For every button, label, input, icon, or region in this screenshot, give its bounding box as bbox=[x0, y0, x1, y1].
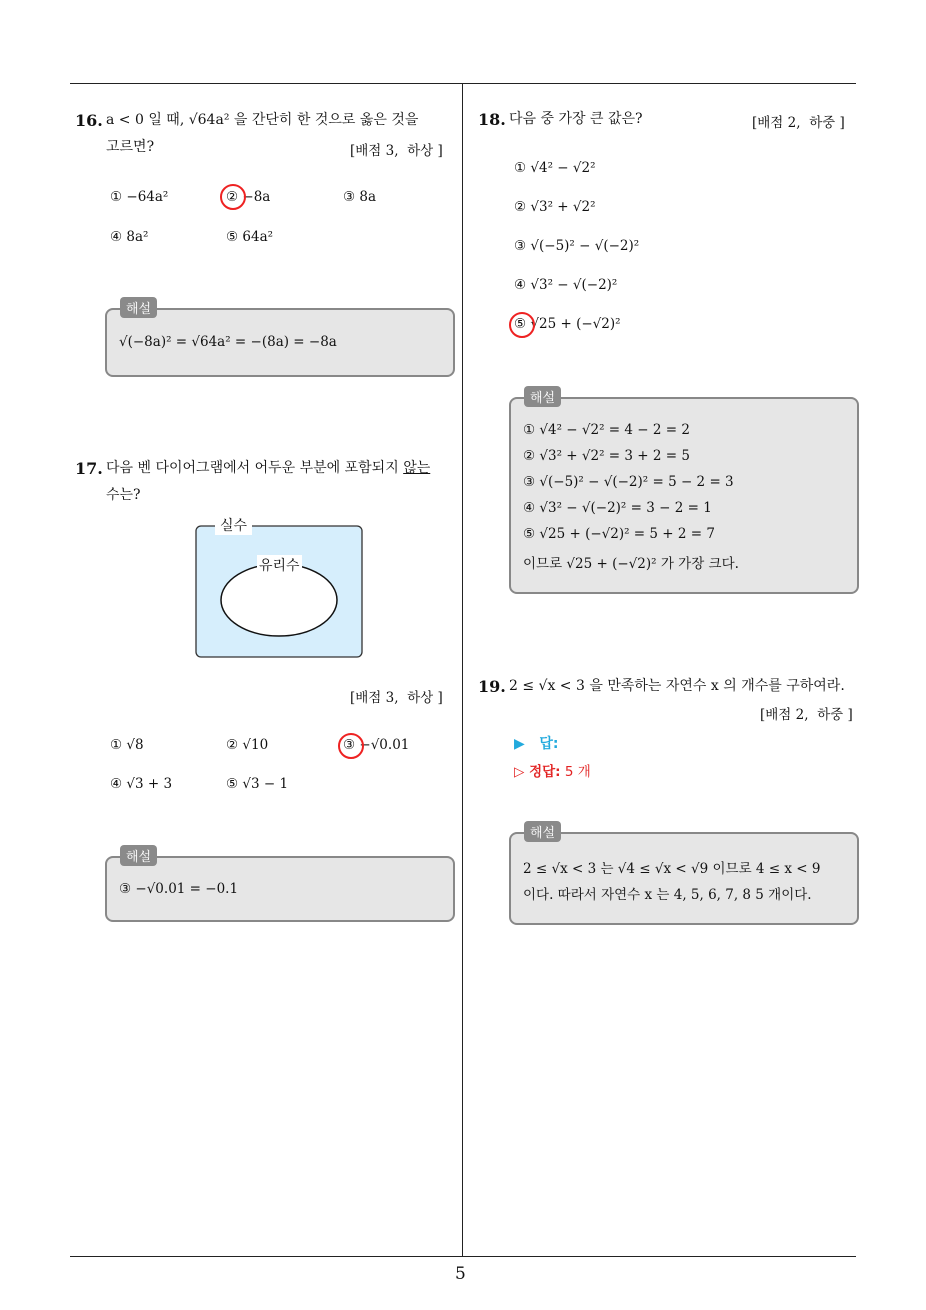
option-5[interactable]: ⑤ 64a² bbox=[226, 229, 274, 245]
option-5[interactable]: ⑤ √3 − 1 bbox=[226, 776, 289, 792]
question-stem bbox=[106, 458, 430, 478]
explanation-tag: 해설 bbox=[120, 845, 157, 866]
score-meta: [배점 2, 하중 ] bbox=[752, 115, 845, 131]
explanation-line: ③ √(−5)² − √(−2)² = 5 − 2 = 3 bbox=[523, 474, 734, 490]
correct-label: ▷ 정답: bbox=[514, 764, 561, 780]
correct-value: 5 개 bbox=[564, 764, 591, 780]
explanation-tag: 해설 bbox=[524, 821, 561, 842]
bottom-rule bbox=[70, 1256, 856, 1257]
option-3[interactable]: ③ −√0.01 bbox=[343, 737, 410, 753]
option-3[interactable]: ③ √(−5)² − √(−2)² bbox=[514, 238, 640, 254]
option-4[interactable]: ④ √3² − √(−2)² bbox=[514, 277, 618, 293]
option-2[interactable]: ② −8a bbox=[226, 189, 271, 205]
explanation-line: ① √4² − √2² = 4 − 2 = 2 bbox=[523, 422, 690, 438]
top-rule bbox=[70, 83, 856, 84]
answer-circle-mark bbox=[338, 733, 364, 759]
question-stem-cont: 수는? bbox=[106, 487, 141, 503]
explanation-line: ③ −√0.01 = −0.1 bbox=[119, 881, 239, 897]
explanation-box bbox=[105, 856, 455, 922]
option-1[interactable]: ① √4² − √2² bbox=[514, 160, 596, 176]
question-number: 18. bbox=[478, 110, 506, 129]
explanation-line: 이므로 √25 + (−√2)² 가 가장 크다. bbox=[523, 556, 739, 572]
option-4[interactable]: ④ 8a² bbox=[110, 229, 149, 245]
answer-input-label[interactable]: ▶ 답: bbox=[514, 736, 559, 752]
stem-text: 다음 벤 다이어그램에서 어두운 부분에 포함되지 bbox=[106, 460, 399, 476]
explanation-line: 2 ≤ √x < 3 는 √4 ≤ √x < √9 이므로 4 ≤ x < 9 bbox=[523, 861, 821, 877]
option-2[interactable]: ② √3² + √2² bbox=[514, 199, 596, 215]
score-meta: [배점 3, 하상 ] bbox=[350, 143, 443, 159]
question-stem: a < 0 일 때, √64a² 을 간단히 한 것으로 옳은 것을 bbox=[106, 112, 419, 128]
explanation-box bbox=[105, 308, 455, 377]
stem-underline: 않는 bbox=[403, 460, 431, 476]
explanation-box bbox=[509, 397, 859, 594]
option-3[interactable]: ③ 8a bbox=[343, 189, 377, 205]
explanation-line: ④ √3² − √(−2)² = 3 − 2 = 1 bbox=[523, 500, 712, 516]
score-meta: [배점 2, 하중 ] bbox=[760, 707, 853, 723]
option-2[interactable]: ② √10 bbox=[226, 737, 269, 753]
answer-circle-mark bbox=[509, 312, 535, 338]
column-divider bbox=[462, 83, 463, 1257]
answer-circle-mark bbox=[220, 184, 246, 210]
explanation-box bbox=[509, 832, 859, 925]
option-4[interactable]: ④ √3 + 3 bbox=[110, 776, 173, 792]
venn-outer-label: 실수 bbox=[215, 515, 252, 535]
option-5[interactable]: ⑤ √25 + (−√2)² bbox=[514, 316, 621, 332]
explanation-line: ② √3² + √2² = 3 + 2 = 5 bbox=[523, 448, 690, 464]
question-number: 19. bbox=[478, 677, 506, 696]
question-stem: 2 ≤ √x < 3 을 만족하는 자연수 x 의 개수를 구하여라. bbox=[509, 678, 845, 694]
question-stem-cont: 고르면? bbox=[106, 139, 155, 155]
score-meta: [배점 3, 하상 ] bbox=[350, 690, 443, 706]
option-1[interactable]: ① −64a² bbox=[110, 189, 169, 205]
explanation-line: 이다. 따라서 자연수 x 는 4, 5, 6, 7, 8 5 개이다. bbox=[523, 887, 812, 903]
correct-answer bbox=[514, 760, 591, 780]
explanation-tag: 해설 bbox=[120, 297, 157, 318]
question-number: 17. bbox=[75, 459, 103, 478]
explanation-line: ⑤ √25 + (−√2)² = 5 + 2 = 7 bbox=[523, 526, 715, 542]
explanation-tag: 해설 bbox=[524, 386, 561, 407]
page-number: 5 bbox=[455, 1264, 466, 1284]
option-1[interactable]: ① √8 bbox=[110, 737, 144, 753]
venn-svg bbox=[195, 525, 363, 658]
venn-inner-label: 유리수 bbox=[257, 555, 302, 575]
question-stem: 다음 중 가장 큰 값은? bbox=[509, 111, 643, 127]
venn-diagram bbox=[195, 518, 363, 658]
question-number: 16. bbox=[75, 111, 103, 130]
explanation-line: √(−8a)² = √64a² = −(8a) = −8a bbox=[119, 334, 337, 350]
